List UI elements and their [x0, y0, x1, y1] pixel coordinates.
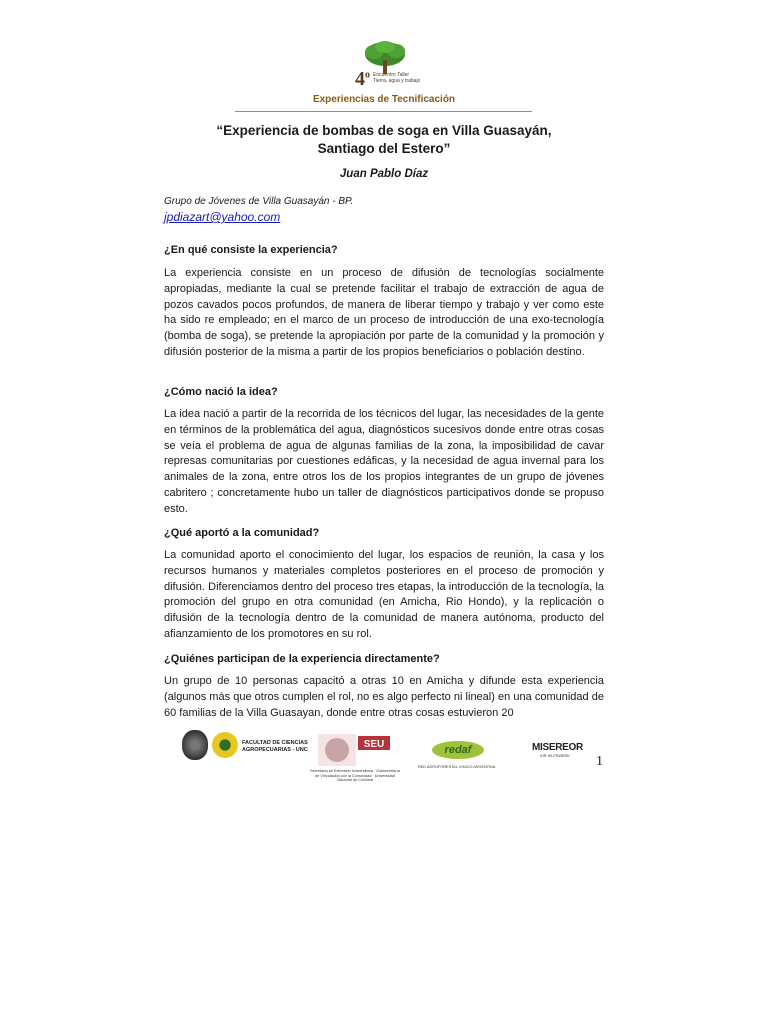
section-heading: ¿Cómo nació la idea?: [164, 386, 278, 398]
page-number: 1: [596, 754, 603, 769]
section-paragraph: La idea nació a partir de la recorrida de los técnicos del lugar, las necesidades de la gente en términos de la problemática del agua, diagnósticos sucesivos donde entre otras cosas se veía el problema de agua de algunas familias de la zona, la imposibilidad de cavar represas comunitarias por cuestiones edáficas, y la necesidad de agua invernal para los animales de la zona, entre otros los de los propios integrantes de un grupo de jóvenes cabritero ; concretamente hubo un taller de diagnósticos participativos donde se propuso esto.: [164, 408, 604, 515]
section-heading: ¿Quiénes participan de la experiencia directamente?: [164, 653, 440, 665]
unc-seal-icon: [182, 730, 208, 760]
fca-label: FACULTAD DE CIENCIAS AGROPECUARIAS - UNC: [242, 740, 308, 753]
document-title: [0, 122, 768, 158]
fca-flower-icon: [212, 732, 238, 758]
logo-text: Encuentro Taller Tierra, agua y trabajo: [373, 72, 421, 84]
redaf-label: redaf: [444, 744, 472, 756]
section-paragraph: La comunidad aporto el conocimiento del lugar, los espacios de reunión, la casa y los recursos humanos y materiales completos posteriores en el proceso de promoción y difusión. Diferenciamos dentro del proceso tres etapas, la introducción de la tecnología, la promoción del grupo en otra comunidad (en Amicha, Rio Hondo), y la replicación o difusión de la tecnología dentro de la comunidad de manera autónoma, producto del afianzamiento de los promotores en su rol.: [164, 549, 604, 640]
seu-label: SEU: [363, 739, 385, 750]
section-heading: ¿Qué aportó a la comunidad?: [164, 527, 320, 539]
group-affiliation: Grupo de Jóvenes de Villa Guasayán - BP.: [164, 196, 354, 207]
title-line-1: “Experiencia de bombas de soga en Villa Guasayán,: [216, 123, 552, 138]
misereor-subtitle: IHR HILFSWERK: [540, 754, 570, 758]
section-paragraph: La experiencia consiste en un proceso de difusión de tecnologías socialmente apropiadas, mediante la cual se pretende facilitar el trabajo de extracción de agua de pozos cavados pocos profundos, de manera de liberar tiempo y trabajo y ver como este ha sido re empleado; en el marco de un proceso de introducción de una exo-tecnología (bomba de soga), se pretende la apropiación por parte de la comunidad y la promoción y difusión posterior de la misma a partir de los propios beneficiarios o población destino.: [164, 267, 604, 358]
misereor-logo: MISEREOR: [532, 742, 583, 753]
section-heading: ¿En qué consiste la experiencia?: [164, 244, 338, 256]
section-header-title: Experiencias de Tecnificación: [312, 94, 456, 105]
email-link[interactable]: jpdiazart@yahoo.com: [164, 210, 281, 224]
redaf-caption: RED AGROFORESTAL CHACO ARGENTINA: [418, 765, 496, 769]
title-line-2: Santiago del Estero”: [317, 141, 451, 156]
redaf-logo-icon: [430, 736, 486, 760]
seu-caption: Secretaría de Extensión Universitaria · Subsecretaría de Vinculación con la Comunidad · Universidad Nacional de Córdoba: [310, 769, 400, 782]
header-divider: [235, 111, 532, 112]
logo-number: 4$^o$: [355, 68, 370, 90]
seu-logo-icon: [318, 734, 392, 766]
author-name: Juan Pablo Díaz: [339, 168, 429, 180]
section-paragraph: Un grupo de 10 personas capacitó a otras 10 en Amicha y difunde esta experiencia (algunos más que otros cumplen el rol, no es algo perfecto ni lineal) en una comunidad de 60 familias de la Villa Guasayan, donde entre otras cosas estuvieron 20: [164, 675, 604, 719]
